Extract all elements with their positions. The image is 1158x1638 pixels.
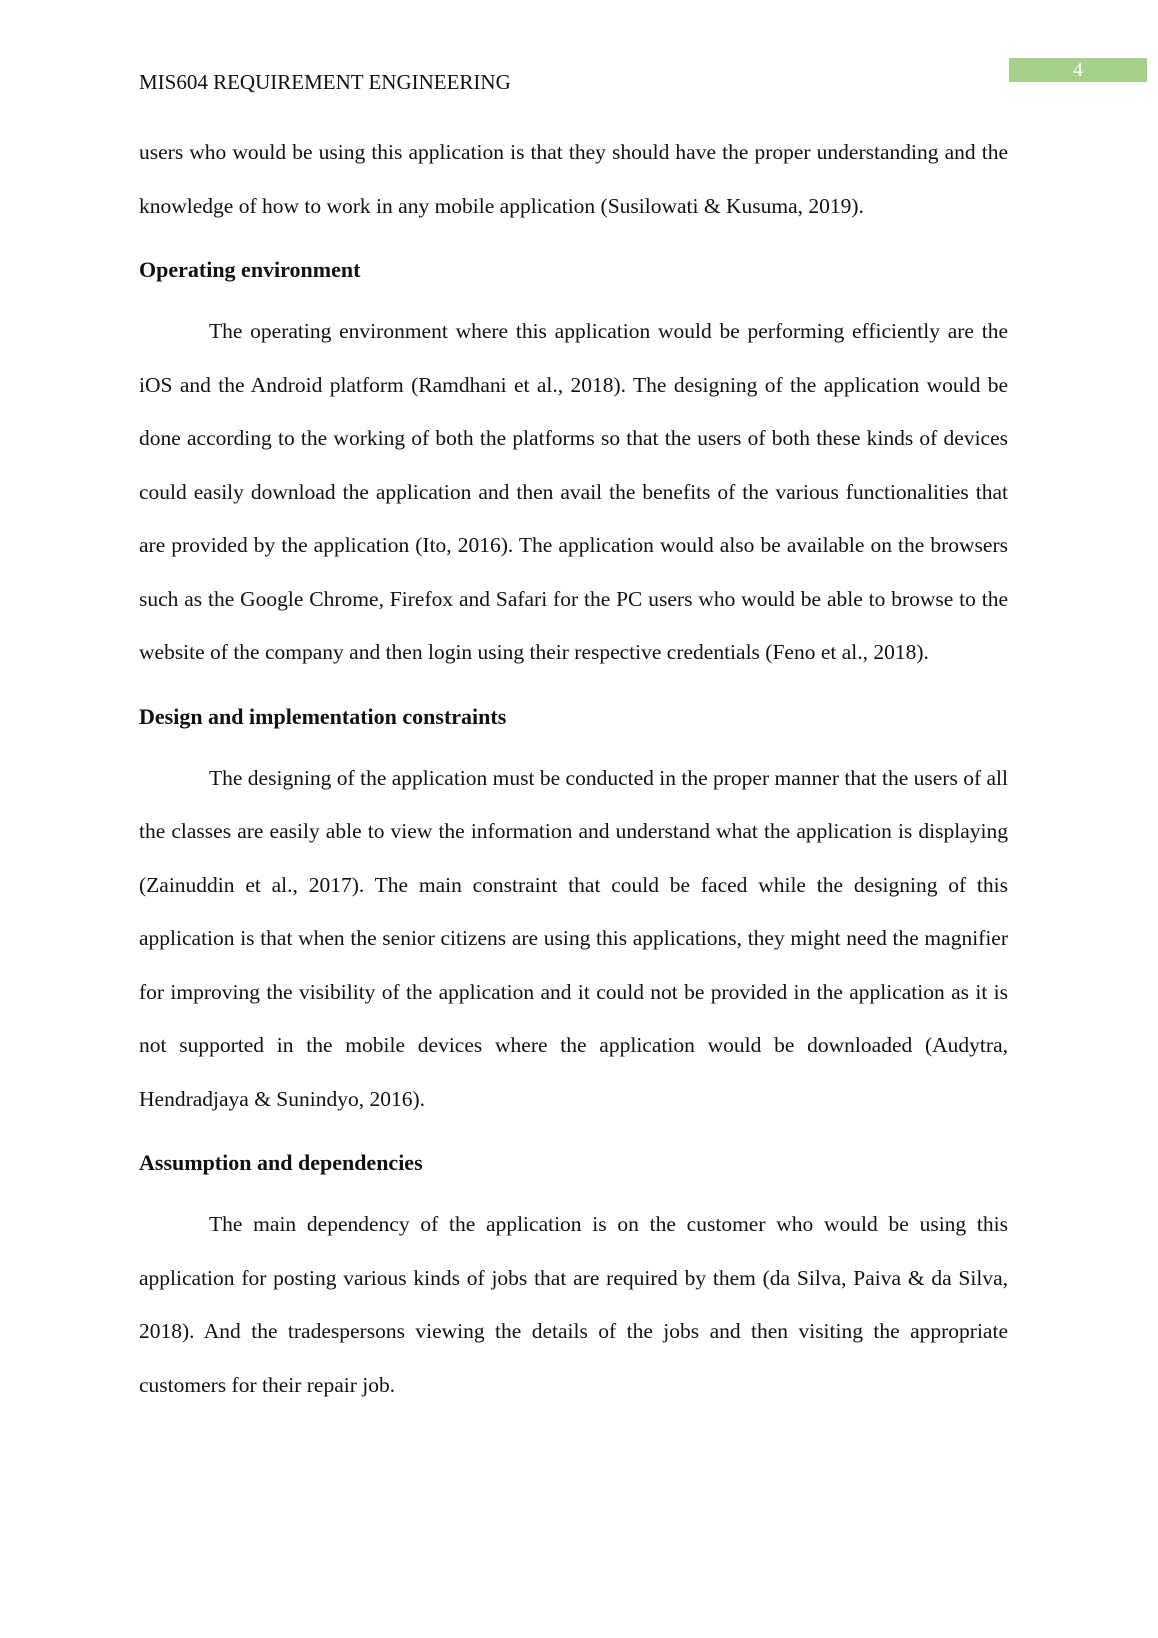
running-head: MIS604 REQUIREMENT ENGINEERING xyxy=(139,70,511,94)
document-body xyxy=(139,126,1008,1412)
page-number: 4 xyxy=(1009,58,1147,82)
section-heading-assumptions: Assumption and dependencies xyxy=(139,1150,423,1175)
continued-paragraph: users who would be using this application is that they should have the proper understanding and the knowledge of how to work in any mobile application (Susilowati & Kusuma, 2019). xyxy=(139,140,1008,218)
design-constraints-paragraph: The designing of the application must be conducted in the proper manner that the users of all the classes are easily able to view the information and understand what the application is displaying (Zainuddin et al., 2017). The main constraint that could be faced while the designing of this application is that when the senior citizens are using this applications, they might need the magnifier for improving the visibility of the application and it could not be provided in the application as it is not supported in the mobile devices where the application would be downloaded (Audytra, Hendradjaya & Sunindyo, 2016). xyxy=(139,765,1008,1111)
assumptions-paragraph: The main dependency of the application is on the customer who would be using this application for posting various kinds of jobs that are required by them (da Silva, Paiva & da Silva, 2018). And the tradespersons viewing the details of the jobs and then visiting the appropriate customers for their repair job. xyxy=(139,1212,1008,1397)
operating-environment-paragraph: The operating environment where this application would be performing efficiently are the iOS and the Android platform (Ramdhani et al., 2018). The designing of the application would be done according to the working of both the platforms so that the users of both these kinds of devices could easily download the application and then avail the benefits of the various functionalities that are provided by the application (Ito, 2016). The application would also be available on the browsers such as the Google Chrome, Firefox and Safari for the PC users who would be able to browse to the website of the company and then login using their respective credentials (Feno et al., 2018). xyxy=(139,319,1008,664)
section-heading-design-constraints: Design and implementation constraints xyxy=(139,703,507,729)
section-heading-operating-environment: Operating environment xyxy=(139,257,361,282)
